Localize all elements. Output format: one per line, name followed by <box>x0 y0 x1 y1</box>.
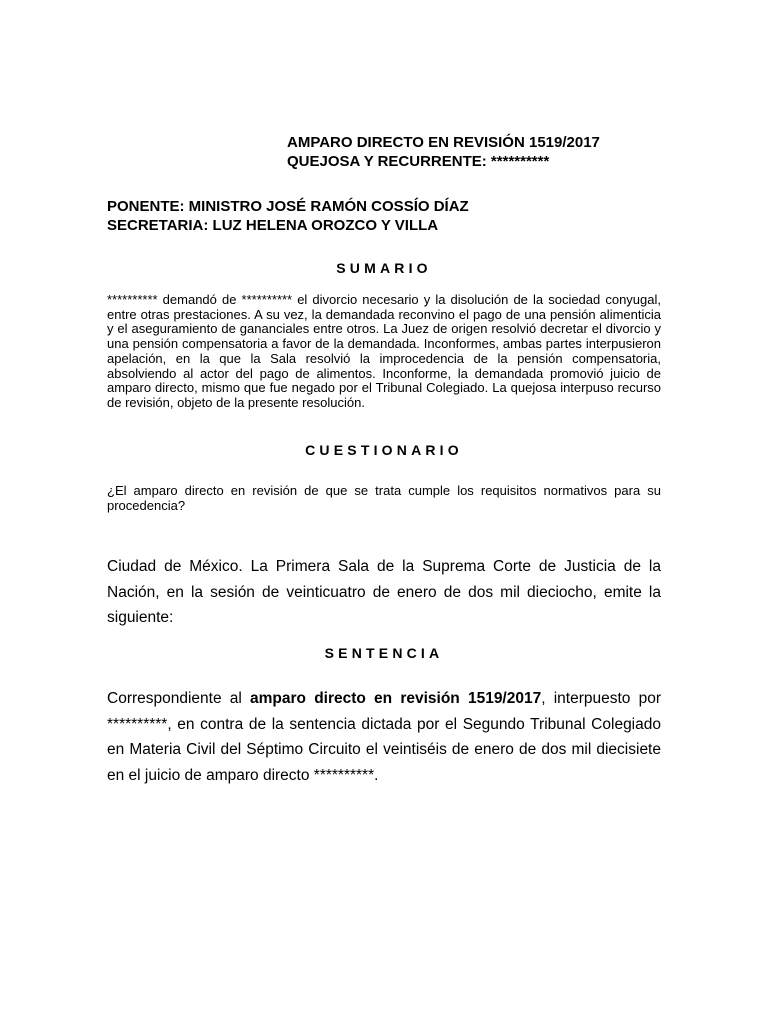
case-header <box>287 133 707 171</box>
sumario-heading: SUMARIO <box>336 260 432 276</box>
ponente-line: PONENTE: MINISTRO JOSÉ RAMÓN COSSÍO DÍAZ <box>107 198 469 215</box>
sentencia-text-end: , interpuesto por **********, en contra de la sentencia dictada por el Segundo Tribunal Colegiado en Materia Civil del Séptimo Circuito el veintiséis de enero de dos mil diecisiete en el juicio de amparo directo **********. <box>107 690 661 784</box>
case-number: AMPARO DIRECTO EN REVISIÓN 1519/2017 <box>287 134 600 151</box>
cuestionario-heading: CUESTIONARIO <box>305 442 463 458</box>
secretaria-line: SECRETARIA: LUZ HELENA OROZCO Y VILLA <box>107 217 439 234</box>
intro-paragraph: Ciudad de México. La Primera Sala de la Suprema Corte de Justicia de la Nación, en la sesión de veinticuatro de enero de dos mil dieciocho, emite la siguiente: <box>107 558 661 626</box>
sentencia-heading: SENTENCIA <box>324 645 444 661</box>
complainant-line: QUEJOSA Y RECURRENTE: ********** <box>287 153 550 170</box>
ponente-block <box>107 197 667 235</box>
sentencia-case-reference: amparo directo en revisión 1519/2017 <box>250 690 542 707</box>
sentencia-text-start: Correspondiente al <box>107 690 251 707</box>
sumario-paragraph: ********** demandó de ********** el divorcio necesario y la disolución de la sociedad conyugal, entre otras prestaciones. A su vez, la demandada reconvino el pago de una pensión alimenticia y el aseguramiento de gananciales entre otros. La Juez de origen resolvió decretar el divorcio y una pensión compensatoria a favor de la demandada. Inconformes, ambas partes interpusieron apelación, en la que la Sala resolvió la improcedencia de la pensión compensatoria, absolviendo al actor del pago de alimentos. Inconforme, la demandada promovió juicio de amparo directo, mismo que fue negado por el Tribunal Colegiado. La quejosa interpuso recurso de revisión, objeto de la presente resolución. <box>107 292 661 410</box>
sentencia-paragraph <box>107 686 661 788</box>
cuestionario-paragraph: ¿El amparo directo en revisión de que se trata cumple los requisitos normativos para su procedencia? <box>107 483 661 513</box>
